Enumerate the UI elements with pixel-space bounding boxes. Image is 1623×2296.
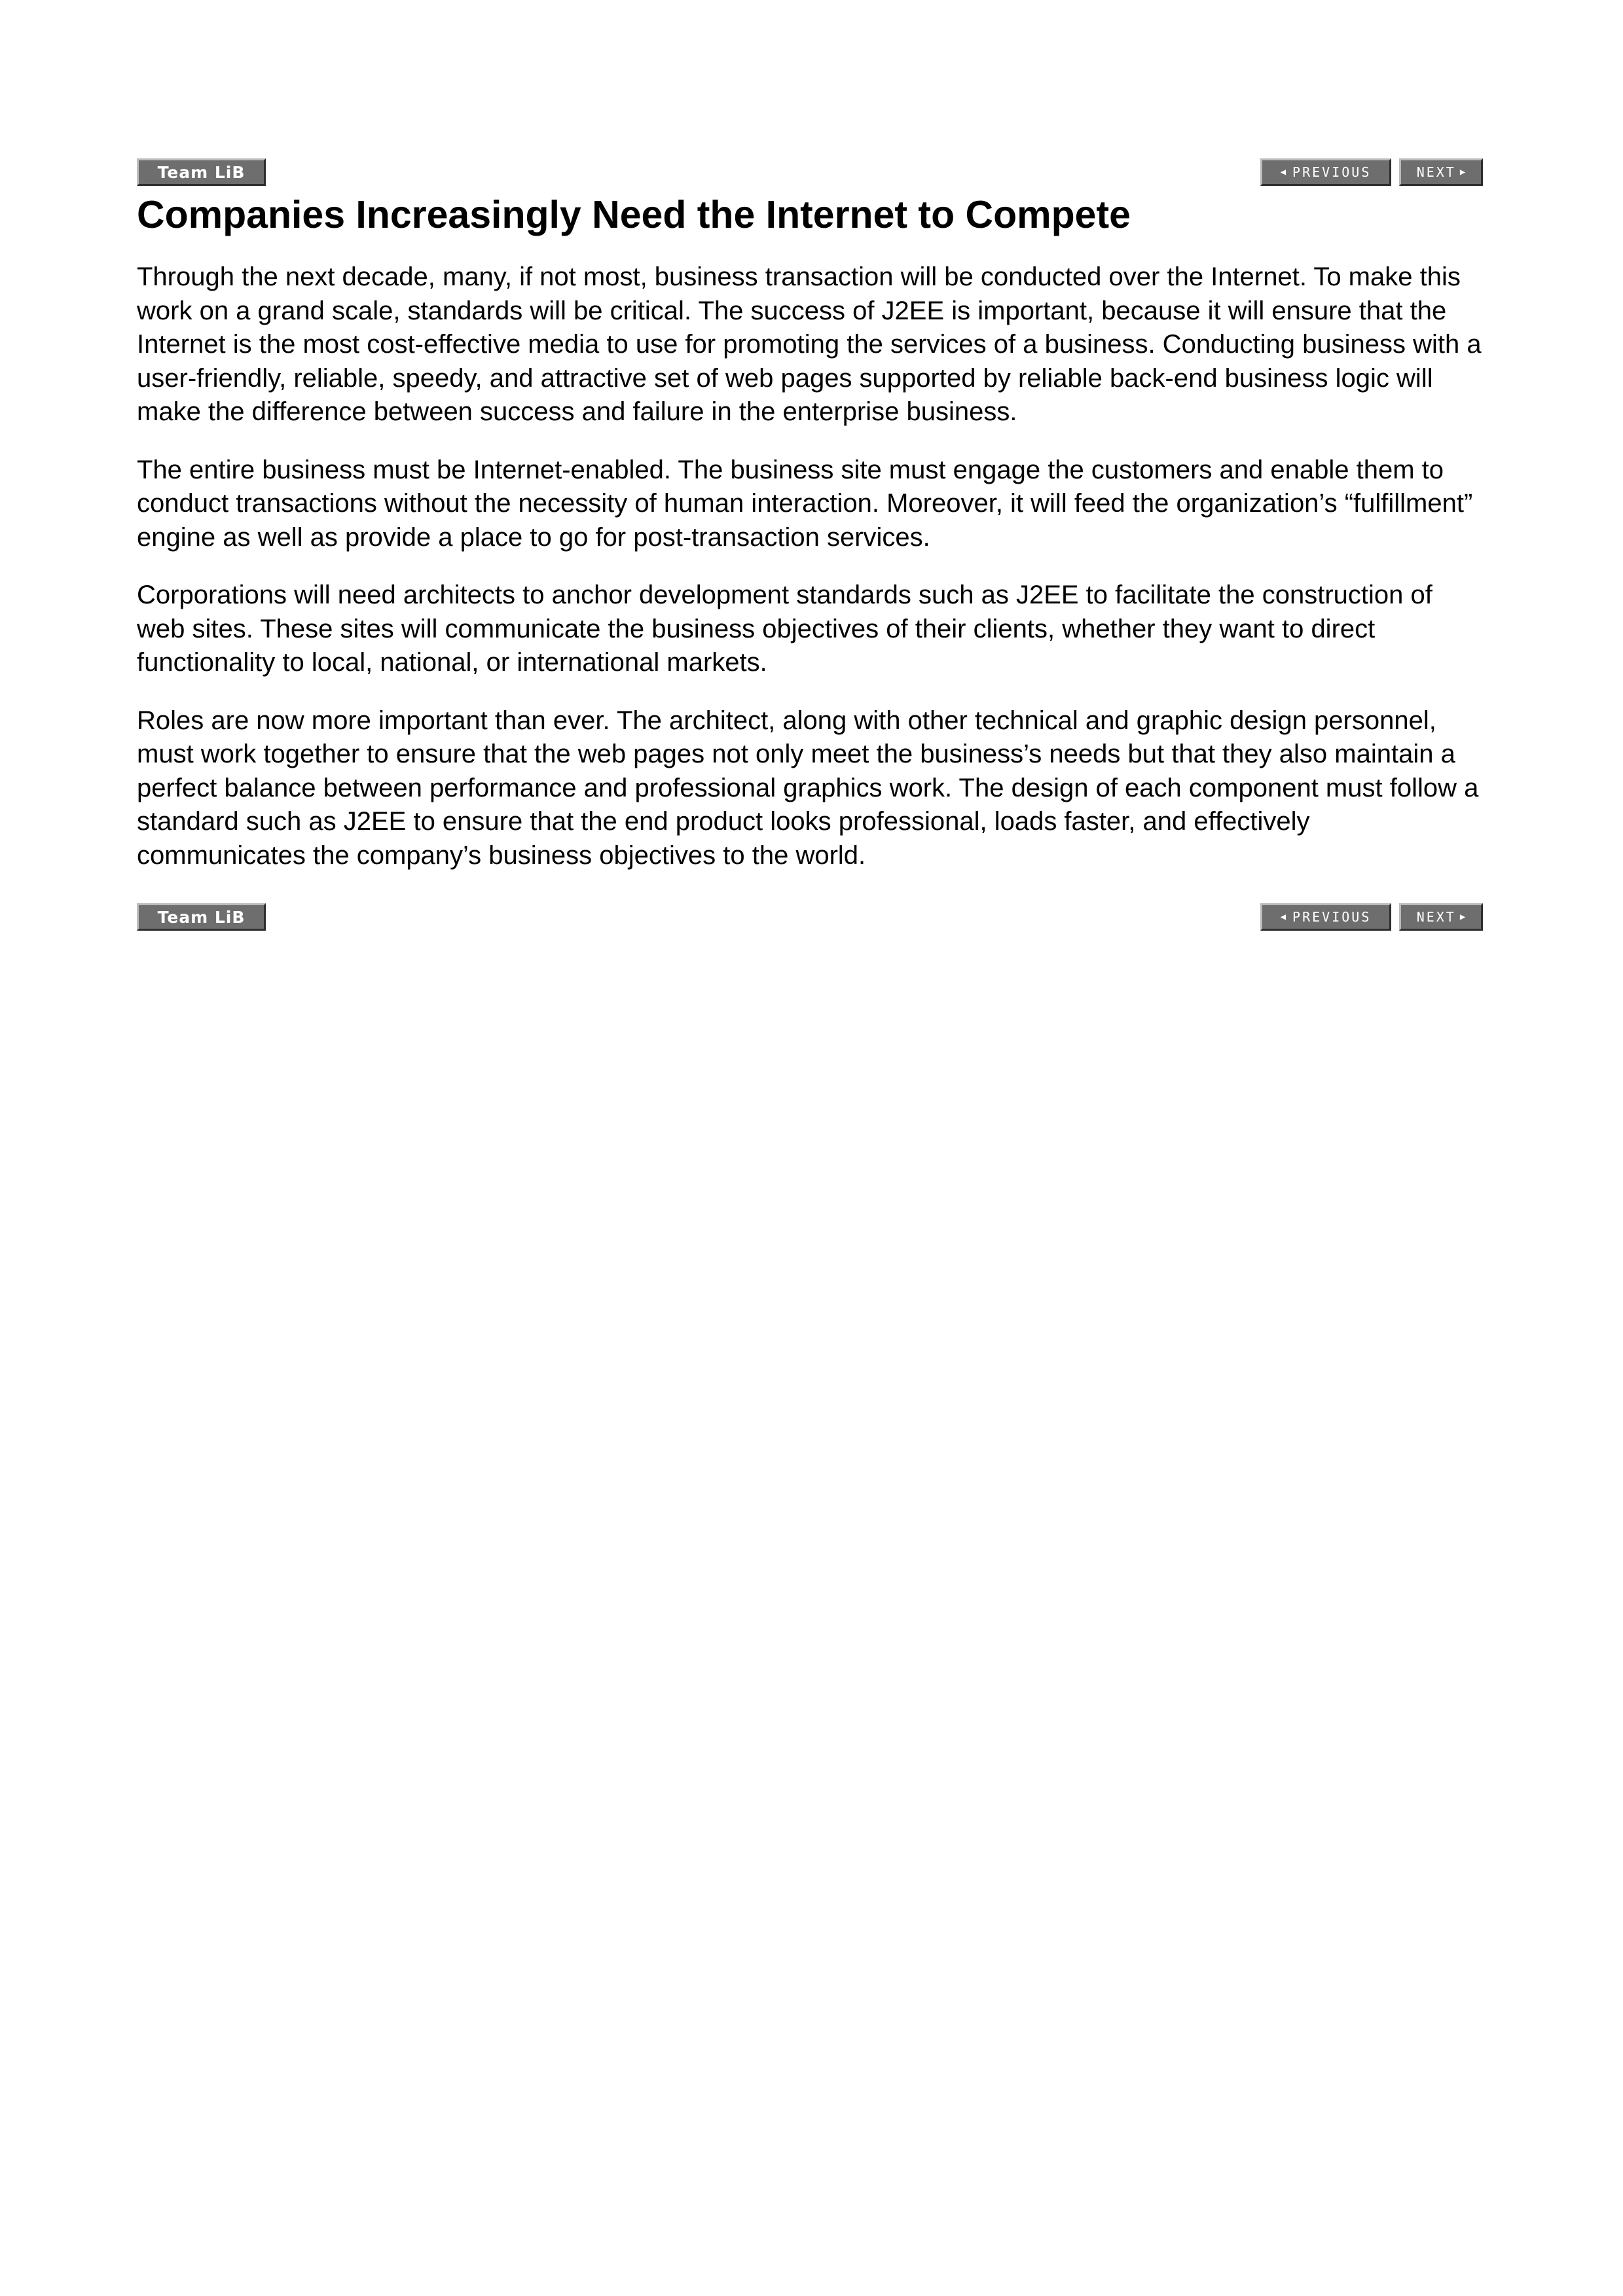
next-label: NEXT	[1416, 909, 1456, 925]
arrow-left-icon: ◀	[1280, 167, 1286, 177]
arrow-left-icon: ◀	[1280, 912, 1286, 922]
team-lib-button[interactable]	[137, 158, 266, 186]
team-lib-label: Team LiB	[157, 162, 246, 182]
previous-label: PREVIOUS	[1292, 909, 1372, 925]
team-lib-button[interactable]	[137, 903, 266, 931]
page-title: Companies Increasingly Need the Internet to Compete	[137, 193, 1131, 236]
bottom-nav-bar	[137, 903, 1483, 933]
next-button[interactable]	[1399, 158, 1483, 186]
next-button[interactable]	[1399, 903, 1483, 931]
arrow-right-icon: ▶	[1459, 167, 1466, 177]
arrow-right-icon: ▶	[1459, 912, 1466, 922]
previous-label: PREVIOUS	[1292, 164, 1372, 180]
article-body	[137, 260, 1486, 897]
paragraph: The entire business must be Internet-enabled. The business site must engage the customers and enable them to conduct transactions without the necessity of human interaction. Moreover, it will feed the organization’s “fulfillment” engine as well as provide a place to go for post-transaction services.	[137, 455, 1473, 552]
team-lib-label: Team LiB	[157, 907, 246, 927]
paragraph: Corporations will need architects to anchor development standards such as J2EE to facilitate the construction of web sites. These sites will communicate the business objectives of their clients, whether they want to direct functionality to local, national, or international markets.	[137, 581, 1432, 677]
paragraph: Through the next decade, many, if not most, business transaction will be conducted over the Internet. To make this work on a grand scale, standards will be critical. The success of J2EE is important, because it will ensure that the Internet is the most cost-effective media to use for promoting the services of a business. Conducting business with a user-friendly, reliable, speedy, and attractive set of web pages supported by reliable back-end business logic will make the difference between success and failure in the enterprise business.	[137, 262, 1482, 426]
next-label: NEXT	[1416, 164, 1456, 180]
paragraph: Roles are now more important than ever. The architect, along with other technical and graphic design personnel, must work together to ensure that the web pages not only meet the business’s needs but that they also maintain a perfect balance between performance and professional graphics work. The design of each component must follow a standard such as J2EE to ensure that the end product looks professional, loads faster, and effectively communicates the company’s business objectives to the world.	[137, 706, 1479, 870]
top-nav-bar	[137, 158, 1483, 188]
previous-button[interactable]	[1260, 158, 1391, 186]
previous-button[interactable]	[1260, 903, 1391, 931]
